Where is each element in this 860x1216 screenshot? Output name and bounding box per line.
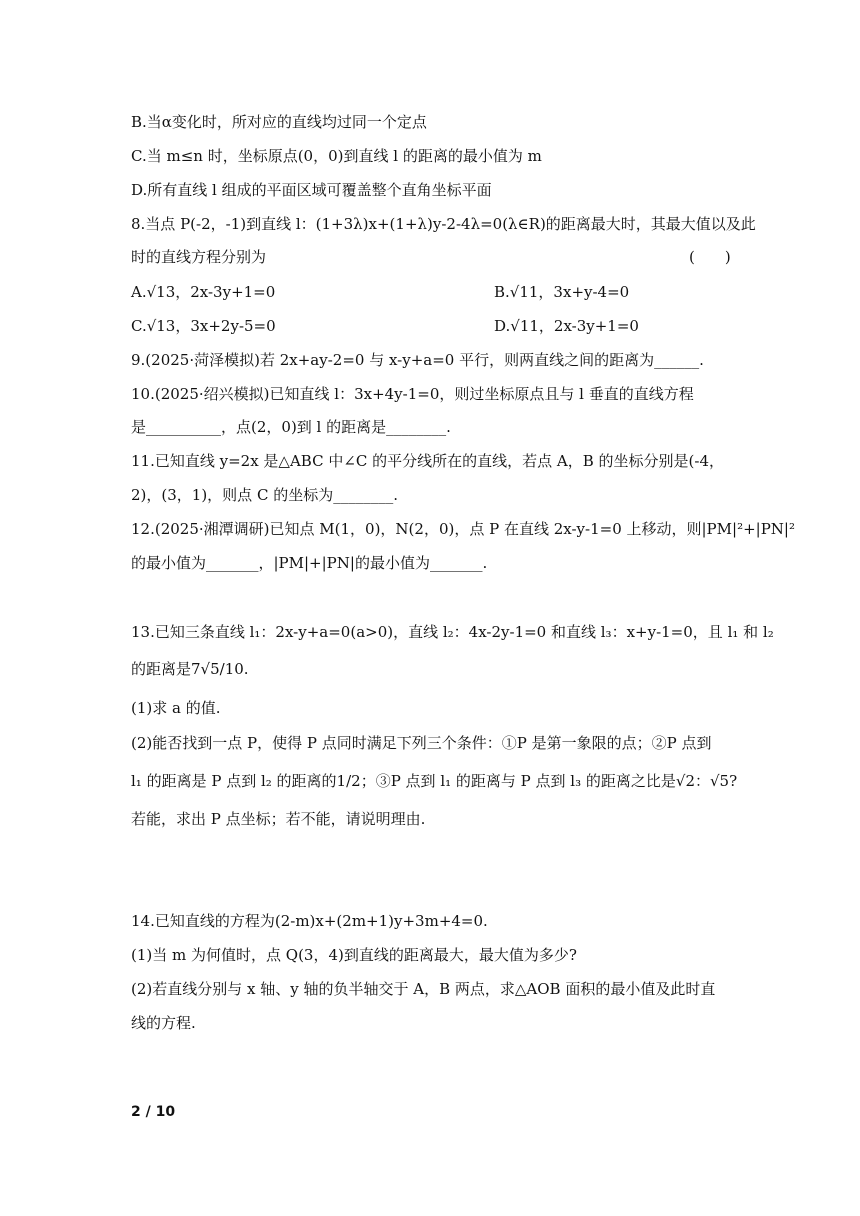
q13-part-2-line-3: 若能，求出 P 点坐标；若不能，请说明理由. [131, 810, 426, 828]
q14-part-2-line-1: (2)若直线分别与 x 轴、y 轴的负半轴交于 A，B 两点，求△AOB 面积的最小值及此时直 [131, 980, 716, 998]
q13-part-2-line-1: (2)能否找到一点 P，使得 P 点同时满足下列三个条件：①P 是第一象限的点；②P 点到 [131, 734, 712, 752]
q11-text-line-1: 11.已知直线 y=2x 是△ABC 中∠C 的平分线所在的直线，若点 A，B 的坐标分别是(-4， [131, 452, 725, 470]
q13-part-2-line-2: l₁ 的距离是 P 点到 l₂ 的距离的1/2；③P 点到 l₁ 的距离与 P 点到 l₃ 的距离之比是√2：√5? [131, 772, 738, 790]
q9-text: 9.(2025·菏泽模拟)若 2x+ay-2=0 与 x-y+a=0 平行，则两直线之间的距离为______. [131, 351, 704, 369]
q8-option-d: D.√11，2x-3y+1=0 [494, 317, 639, 335]
q8-answer-paren: ( ) [689, 248, 731, 266]
q12-text-line-1: 12.(2025·湘潭调研)已知点 M(1，0)，N(2，0)，点 P 在直线 2x-y-1=0 上移动，则|PM|²+|PN|² [131, 520, 795, 538]
q7-option-b: B.当α变化时，所对应的直线均过同一个定点 [131, 113, 427, 131]
q8-option-b: B.√11，3x+y-4=0 [494, 283, 630, 301]
q8-option-a: A.√13，2x-3y+1=0 [131, 283, 276, 301]
q8-text-line-1: 8.当点 P(-2，-1)到直线 l：(1+3λ)x+(1+λ)y-2-4λ=0(λ∈R)的距离最大时，其最大值以及此 [131, 215, 756, 233]
q13-text-line-1: 13.已知三条直线 l₁：2x-y+a=0(a>0)，直线 l₂：4x-2y-1=0 和直线 l₃：x+y-1=0，且 l₁ 和 l₂ [131, 623, 774, 641]
page-number: 2 / 10 [131, 1104, 176, 1120]
q8-option-c: C.√13，3x+2y-5=0 [131, 317, 276, 335]
q10-text-line-2: 是__________，点(2，0)到 l 的距离是________. [131, 418, 451, 436]
q11-text-line-2: 2)，(3，1)，则点 C 的坐标为________. [131, 486, 398, 504]
q7-option-d: D.所有直线 l 组成的平面区域可覆盖整个直角坐标平面 [131, 181, 492, 199]
q14-part-2-line-2: 线的方程. [131, 1014, 196, 1032]
q13-part-1: (1)求 a 的值. [131, 699, 221, 717]
q12-text-line-2: 的最小值为_______，|PM|+|PN|的最小值为_______. [131, 554, 488, 572]
q14-part-1: (1)当 m 为何值时，点 Q(3，4)到直线的距离最大，最大值为多少? [131, 946, 577, 964]
q8-text-line-2: 时的直线方程分别为 [131, 248, 267, 266]
q14-text: 14.已知直线的方程为(2-m)x+(2m+1)y+3m+4=0. [131, 912, 488, 930]
q13-text-line-2: 的距离是7√5/10. [131, 660, 249, 678]
q10-text-line-1: 10.(2025·绍兴模拟)已知直线 l：3x+4y-1=0，则过坐标原点且与 l 垂直的直线方程 [131, 385, 694, 403]
q7-option-c: C.当 m≤n 时，坐标原点(0，0)到直线 l 的距离的最小值为 m [131, 147, 542, 165]
